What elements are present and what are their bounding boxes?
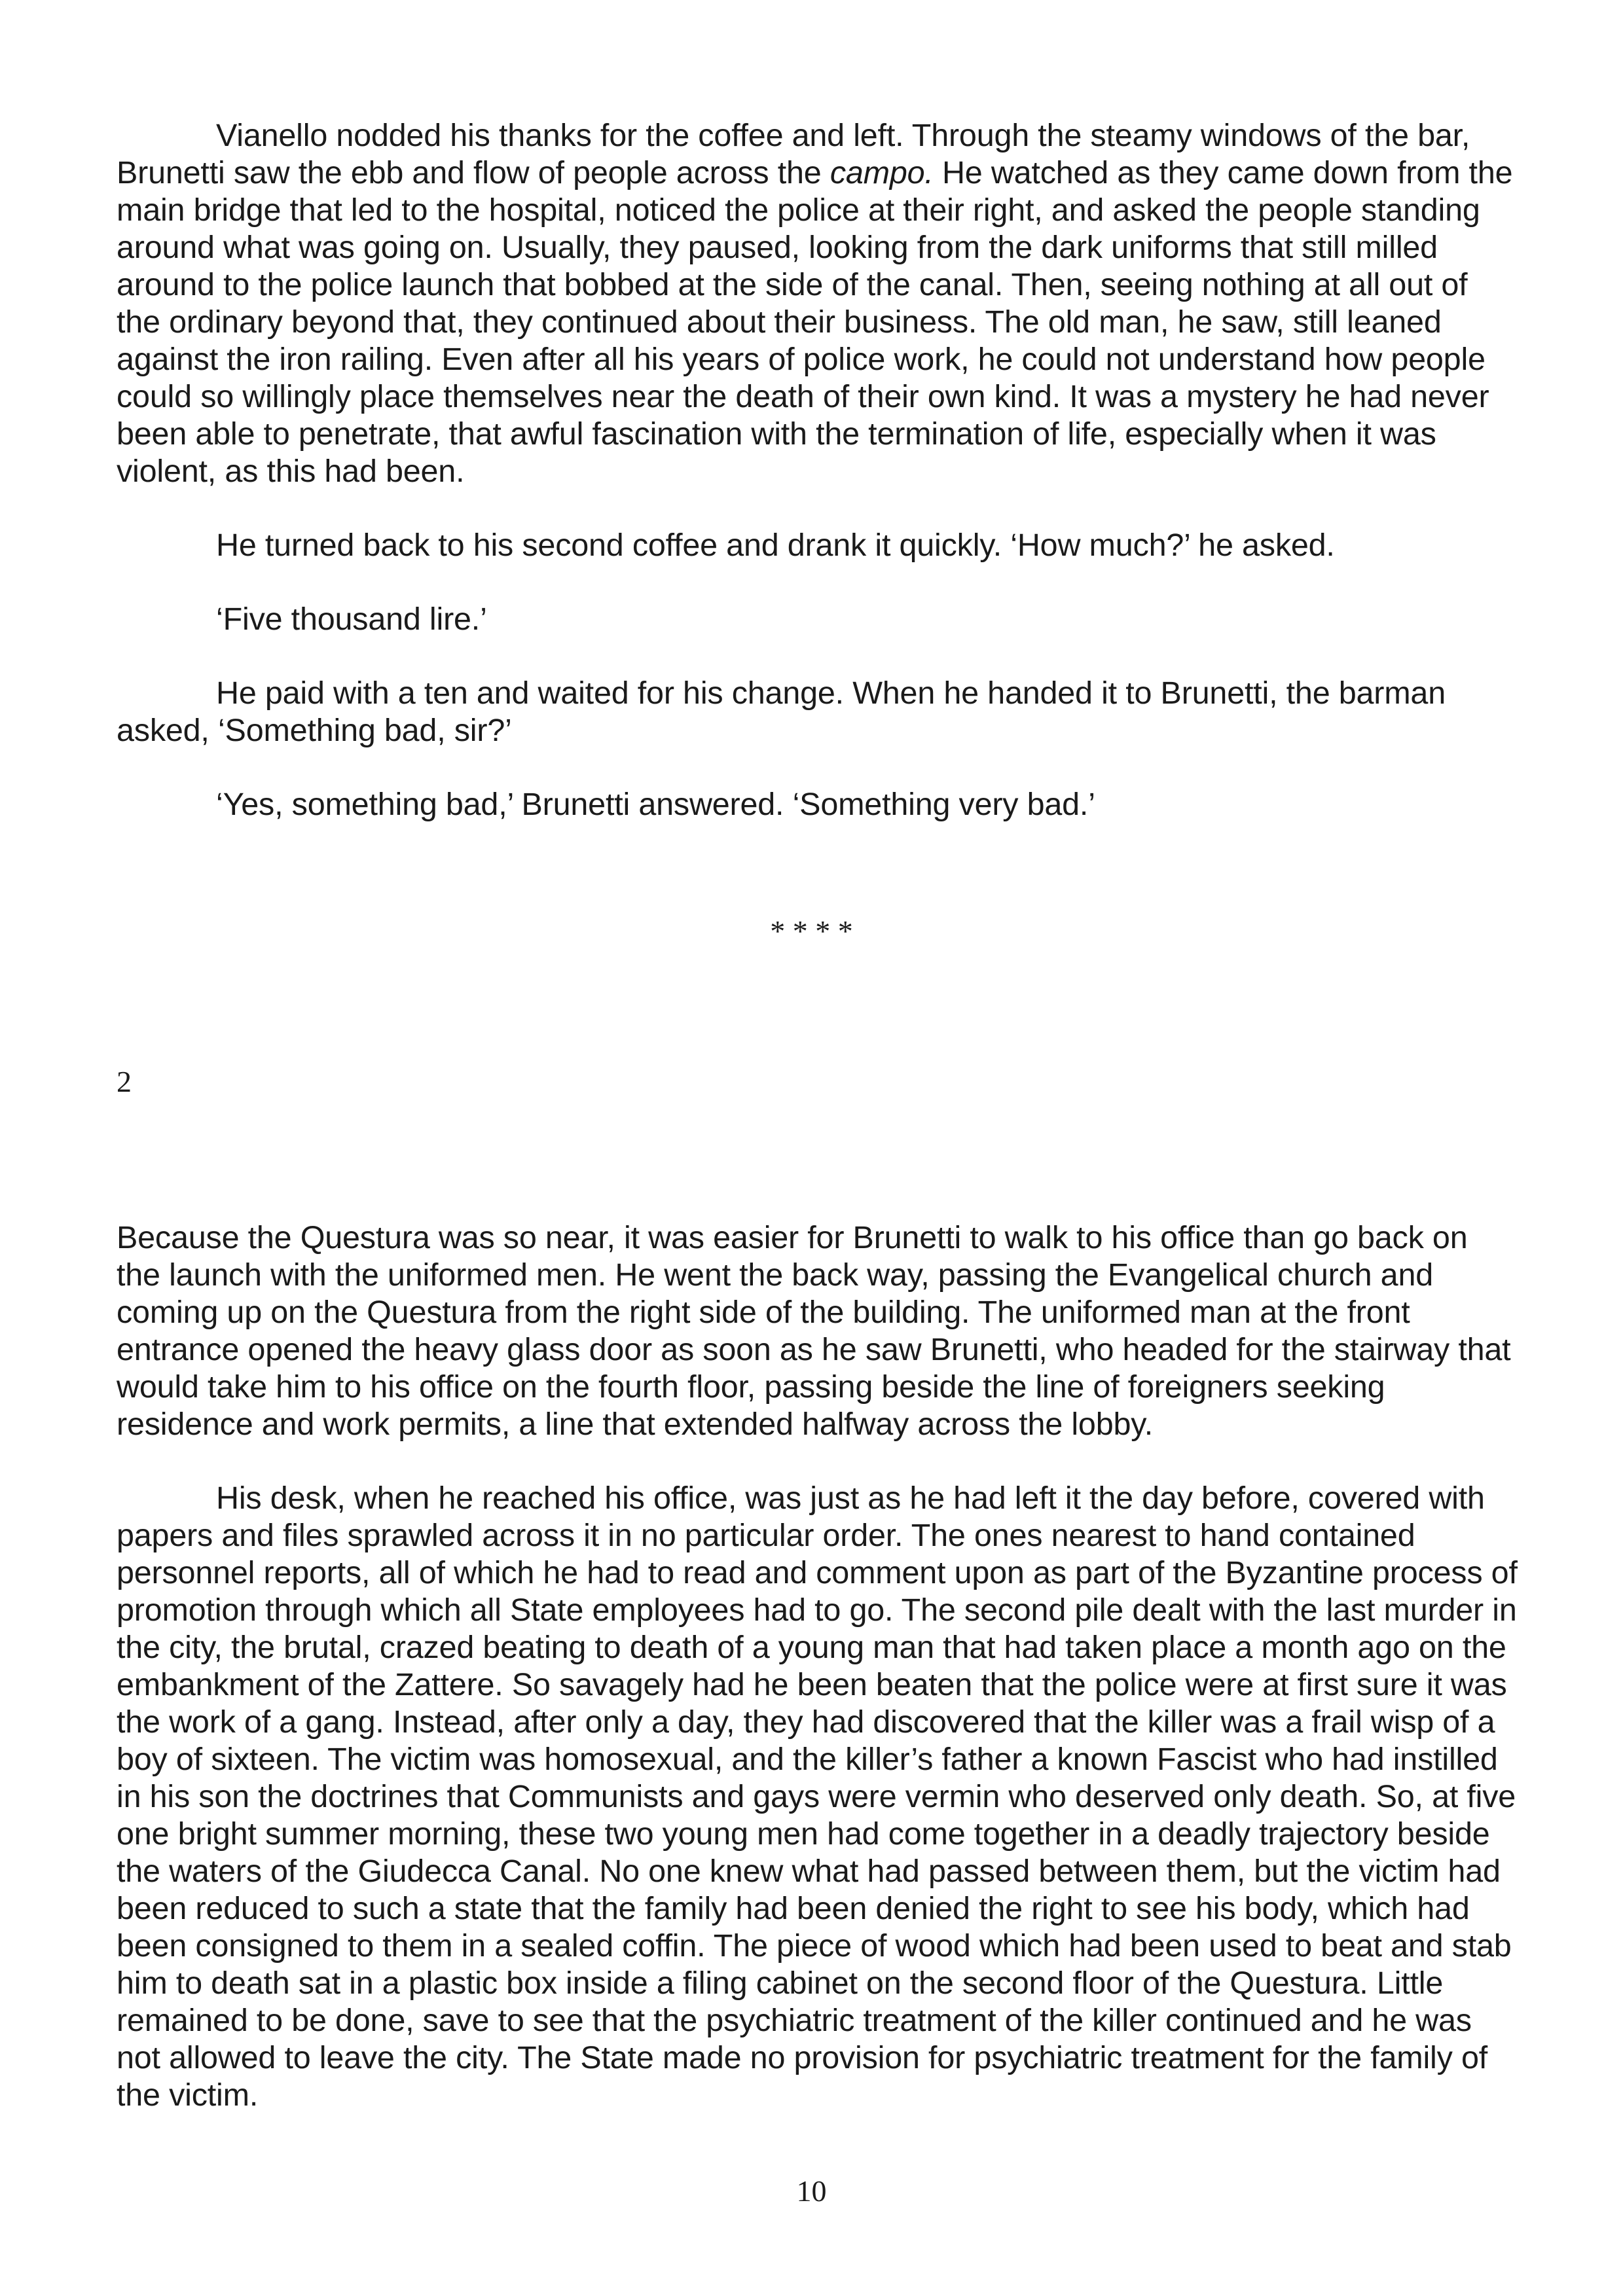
paragraph-second-coffee: He turned back to his second coffee and drank it quickly. ‘How much?’ he asked. <box>216 528 1335 563</box>
paragraph-vianello-leaves <box>117 117 1518 490</box>
section-before-break <box>117 117 1518 860</box>
paragraph-price: ‘Five thousand lire.’ <box>216 601 487 637</box>
chapter-number: 2 <box>117 1065 132 1098</box>
paragraph-paid: He paid with a ten and waited for his change. When he handed it to Brunetti, the barman asked, ‘Something bad, sir?’ <box>117 675 1446 748</box>
italic-word-campo: campo. <box>830 155 934 190</box>
page-number: 10 <box>796 2174 827 2208</box>
scene-break-separator: * * * * <box>770 914 853 948</box>
paragraph-something-bad: ‘Yes, something bad,’ Brunetti answered. ‘Something very bad.’ <box>216 787 1095 822</box>
paragraph-text: He watched as they came down from the main bridge that led to the hospital, noticed the police at their right, and asked the people standing around what was going on. Usually, they paused, looking from the dark uniforms that still milled around to the police launch that bobbed at the side of the canal. Then, seeing nothing at all out of the ordinary beyond that, they continued about their business. The old man, he saw, still leaned against the iron railing. Even after all his years of police work, he could not understand how people could so willingly place themselves near the death of their own kind. It was a mystery he had never been able to penetrate, that awful fascination with the termination of life, especially when it was violent, as this had been. <box>117 155 1513 489</box>
chapter-two-body <box>117 1219 1518 2151</box>
paragraph-desk-files: His desk, when he reached his office, was just as he had left it the day before, covered with papers and files sprawled across it in no particular order. The ones nearest to hand contained personnel reports, all of which he had to read and comment upon as part of the Byzantine process of promotion through which all State employees had to go. The second pile dealt with the last murder in the city, the brutal, crazed beating to death of a young man that had taken place a month ago on the embankment of the Zattere. So savagely had he been beaten that the police were at first sure it was the work of a gang. Instead, after only a day, they had discovered that the killer was a frail wisp of a boy of sixteen. The victim was homosexual, and the killer’s father a known Fascist who had instilled in his son the doctrines that Communists and gays were vermin who deserved only death. So, at five one bright summer morning, these two young men had come together in a deadly trajectory beside the waters of the Giudecca Canal. No one knew what had passed between them, but the victim had been reduced to such a state that the family had been denied the right to see his body, which had been consigned to them in a sealed coffin. The piece of wood which had been used to beat and stab him to death sat in a plastic box inside a filing cabinet on the second floor of the Questura. Little remained to be done, save to see that the psychiatric treatment of the killer continued and he was not allowed to leave the city. The State made no provision for psychiatric treatment for the family of the victim. <box>117 1480 1518 2113</box>
paragraph-text: Vianello nodded his thanks for the coffee and left. Through the steamy windows of the bar, Brunetti saw the ebb and flow of people across the <box>117 118 1470 190</box>
paragraph-questura-walk: Because the Questura was so near, it was easier for Brunetti to walk to his office than go back on the launch with the uniformed men. He went the back way, passing the Evangelical church and coming up on the Questura from the right side of the building. The uniformed man at the front entrance opened the heavy glass door as soon as he saw Brunetti, who headed for the stairway that would take him to his office on the fourth floor, passing beside the line of foreigners seeking residence and work permits, a line that extended halfway across the lobby. <box>117 1220 1511 1442</box>
